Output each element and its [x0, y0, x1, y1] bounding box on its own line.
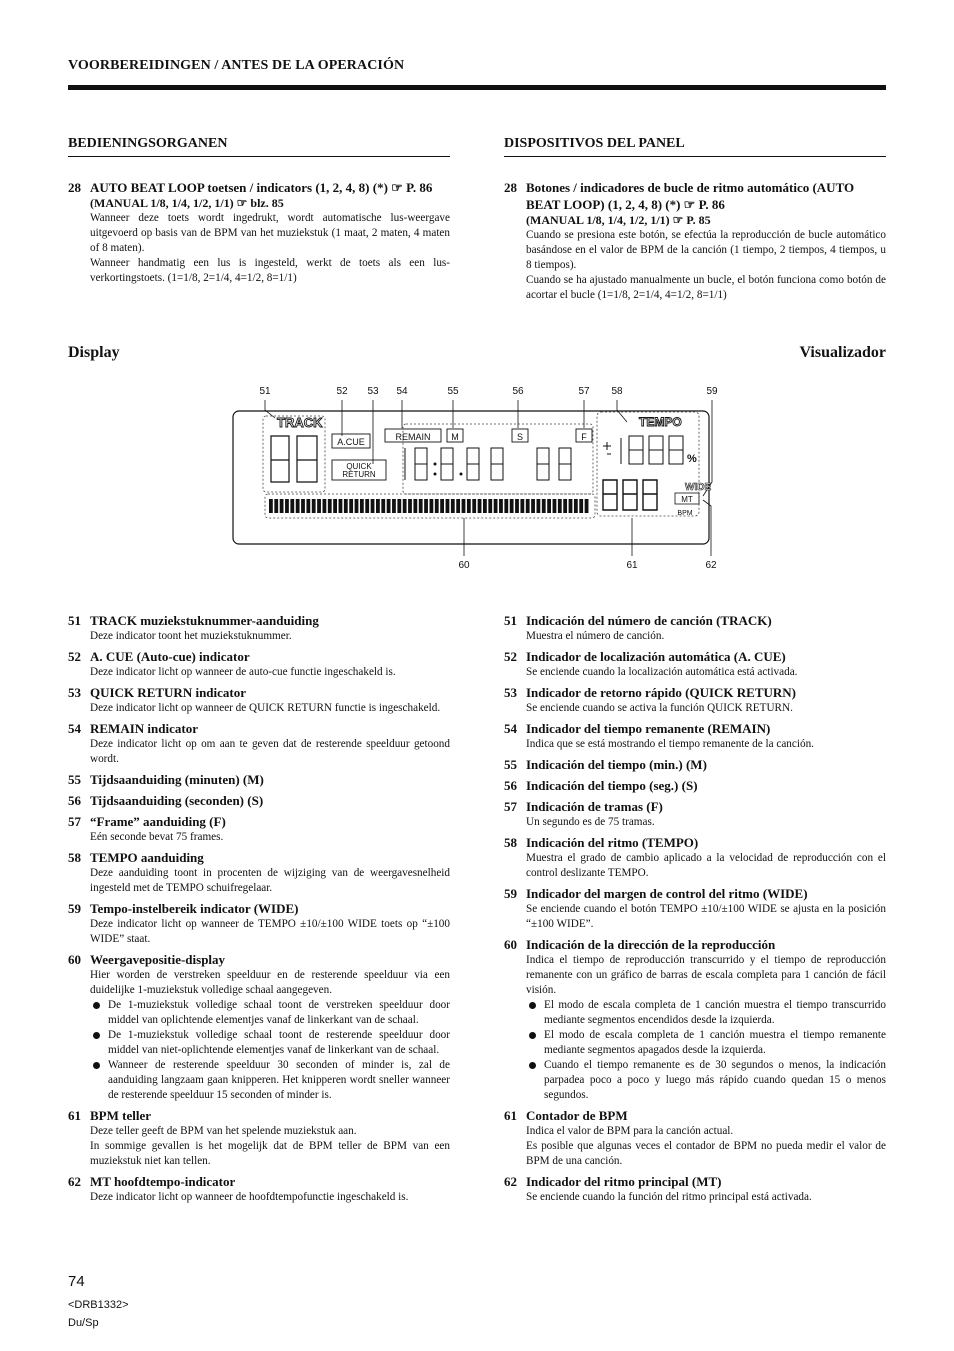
list-item — [68, 951, 450, 1103]
bar-segment — [478, 499, 482, 513]
bar-segment — [537, 499, 541, 513]
bar-segment — [408, 499, 412, 513]
item-title: TRACK muziekstuknummer-aanduiding — [90, 613, 319, 628]
bar-segment — [306, 499, 310, 513]
item-description: Indica que se está mostrando el tiempo remanente de la canción. — [526, 738, 814, 750]
bar-segment — [483, 499, 487, 513]
bar-segment — [274, 499, 278, 513]
list-item — [68, 684, 450, 716]
item-number: 60 — [68, 952, 81, 967]
page-header: VOORBEREIDINGEN / ANTES DE LA OPERACIÓN — [68, 58, 405, 73]
bar-segment — [323, 499, 327, 513]
item-title: Tijdsaanduiding (minuten) (M) — [90, 772, 264, 787]
bar-segment — [290, 499, 294, 513]
item-subtitle: (MANUAL 1/8, 1/4, 1/2, 1/1) ☞ P. 85 — [526, 213, 711, 227]
bar-segment — [440, 499, 444, 513]
item-description: Se enciende cuando se activa la función QUICK RETURN. — [526, 702, 793, 714]
tempo-label: TEMPO — [639, 415, 682, 429]
right-item-list — [504, 612, 886, 1209]
item-number: 53 — [68, 685, 81, 700]
callout-54: 54 — [396, 386, 408, 397]
m-label: M — [451, 432, 459, 442]
item-paragraph: Wanneer handmatig een lus is ingesteld, werkt de toets als een lus-verkortingstoets. (1=1/8, 2=1/4, 4=1/2, 8=1/1) — [90, 257, 450, 284]
bullet-item: Wanneer de resterende speelduur 30 seconden of minder is, zal de aanduiding langzaam gaan knipperen. Het knipperen wordt sneller wanneer de resterende speelduur 15 seconden of minder is. — [90, 1058, 450, 1103]
bar-segment — [285, 499, 289, 513]
callout-59: 59 — [706, 386, 718, 397]
bullet-row — [68, 1058, 450, 1103]
item-heading — [504, 1173, 886, 1190]
visualizador-title: Visualizador — [799, 344, 886, 361]
item-description: Muestra el grado de cambio aplicado a la velocidad de reproducción con el control deslizante TEMPO. — [526, 852, 886, 879]
item-description: Indica el valor de BPM para la canción actual. — [526, 1125, 734, 1137]
item-subtitle: (MANUAL 1/8, 1/4, 1/2, 1/1) ☞ blz. 85 — [90, 196, 284, 210]
bar-segment — [403, 499, 407, 513]
item-heading — [68, 792, 450, 809]
item-number: 59 — [504, 886, 517, 901]
bar-segment — [526, 499, 530, 513]
left-section-rule — [68, 156, 450, 157]
left-item-28 — [68, 179, 450, 286]
item-description: Deze indicator licht op wanneer de TEMPO ±10/±100 WIDE toets op “±100 WIDE” staat. — [90, 918, 450, 945]
item-description: Se enciende cuando el botón TEMPO ±10/±100 WIDE se ajusta en la posición “±100 WIDE”. — [526, 903, 886, 930]
item-number: 59 — [68, 901, 81, 916]
bar-segment — [585, 499, 589, 513]
item-number: 60 — [504, 937, 517, 952]
bar-segment — [349, 499, 353, 513]
bar-segment — [344, 499, 348, 513]
item-number: 54 — [68, 721, 81, 736]
item-description: Deze aanduiding toont in procenten de wijziging van de weergavesnelheid ingesteld met de TEMPO schuifregelaar. — [90, 867, 450, 894]
item-number: 61 — [68, 1108, 81, 1123]
item-number: 28 — [504, 180, 517, 195]
bullet-row — [504, 1058, 886, 1103]
bar-segment — [462, 499, 466, 513]
item-description: Hier worden de verstreken speelduur en de resterende speelduur via een duidelijke 1-muziekstuk volledige schaal aangegeven. — [90, 969, 450, 996]
item-description: Deze indicator licht op wanneer de hoofdtempofunctie ingeschakeld is. — [90, 1191, 409, 1203]
left-section-title: BEDIENINGSORGANEN — [68, 136, 228, 151]
item-description: Deze teller geeft de BPM van het spelende muziekstuk aan. — [90, 1125, 357, 1137]
item-title: Indicación del número de canción (TRACK) — [526, 613, 772, 628]
bar-segment — [381, 499, 385, 513]
bullet-row — [504, 998, 886, 1028]
item-title: BPM teller — [90, 1108, 151, 1123]
item-description: Deze indicator licht op om aan te geven dat de resterende speelduur getoond wordt. — [90, 738, 450, 765]
bar-segment — [510, 499, 514, 513]
item-number: 28 — [68, 180, 81, 195]
item-number: 51 — [68, 613, 81, 628]
bpm-label: BPM — [677, 510, 693, 517]
bullet-row — [68, 1028, 450, 1058]
bar-segment — [269, 499, 273, 513]
item-title: MT hoofdtempo-indicator — [90, 1174, 236, 1189]
item-description: Deze indicator licht op wanneer de auto-cue functie ingeschakeld is. — [90, 666, 396, 678]
bar-segment — [424, 499, 428, 513]
item-title: Indicador de localización automática (A. CUE) — [526, 649, 786, 664]
item-title: Tempo-instelbereik indicator (WIDE) — [90, 901, 299, 916]
item-number: 53 — [504, 685, 517, 700]
bar-segment — [355, 499, 359, 513]
item-heading — [504, 936, 886, 953]
bar-segment — [280, 499, 284, 513]
item-number: 55 — [504, 757, 517, 772]
bar-segment — [515, 499, 519, 513]
wide-label: WIDE — [685, 482, 712, 493]
item-title: “Frame” aanduiding (F) — [90, 814, 226, 829]
item-number: 54 — [504, 721, 517, 736]
list-item — [504, 936, 886, 1103]
bar-segment — [531, 499, 535, 513]
item-title: Indicación de la dirección de la reproducción — [526, 937, 776, 952]
list-item — [504, 756, 886, 773]
bar-segment — [296, 499, 300, 513]
item-heading — [504, 885, 886, 902]
bar-segment — [435, 499, 439, 513]
callout-51: 51 — [259, 386, 271, 397]
bar-segment — [569, 499, 573, 513]
item-title: Indicador del ritmo principal (MT) — [526, 1174, 722, 1189]
item-number: 57 — [504, 799, 517, 814]
item-heading — [68, 849, 450, 866]
item-number: 52 — [68, 649, 81, 664]
item-heading — [504, 777, 886, 794]
bar-segment — [499, 499, 503, 513]
list-item — [504, 885, 886, 932]
bullet-item: Cuando el tiempo remanente es de 30 segundos o menos, la indicación parpadea poco a poco y luego más rápido cuando quedan 15 o menos segundos. — [526, 1058, 886, 1103]
bar-segment — [387, 499, 391, 513]
bar-segment — [360, 499, 364, 513]
item-number: 58 — [504, 835, 517, 850]
item-heading — [68, 612, 450, 629]
item-number: 52 — [504, 649, 517, 664]
item-title: Indicación del tiempo (min.) (M) — [526, 757, 707, 772]
list-item — [68, 771, 450, 788]
language-code: Du/Sp — [68, 1317, 99, 1329]
item-title: Contador de BPM — [526, 1108, 628, 1123]
item-title: AUTO BEAT LOOP toetsen / indicators (1, 2, 4, 8) (*) ☞ P. 86 — [90, 180, 433, 195]
item-description: Es posible que algunas veces el contador de BPM no pueda medir el valor de BPM de una canción. — [526, 1140, 886, 1167]
list-item — [68, 720, 450, 767]
track-label: TRACK — [277, 415, 323, 430]
item-heading — [68, 720, 450, 737]
display-diagram — [225, 378, 725, 574]
item-title: Botones / indicadores de bucle de ritmo automático (AUTO BEAT LOOP) (1, 2, 4, 8) (*) ☞ P. 86 — [526, 180, 855, 212]
list-item — [68, 1107, 450, 1169]
bar-segment — [312, 499, 316, 513]
item-description: Muestra el número de canción. — [526, 630, 665, 642]
bar-segment — [446, 499, 450, 513]
percent-label: % — [687, 453, 697, 465]
item-number: 62 — [504, 1174, 517, 1189]
list-item — [68, 900, 450, 947]
callout-52: 52 — [336, 386, 348, 397]
callout-62: 62 — [705, 560, 717, 571]
remain-label: REMAIN — [395, 432, 431, 442]
callout-61: 61 — [626, 560, 638, 571]
bar-segment — [563, 499, 567, 513]
list-item — [504, 1173, 886, 1205]
doc-code: <DRB1332> — [68, 1299, 129, 1311]
item-number: 62 — [68, 1174, 81, 1189]
list-item — [68, 1173, 450, 1205]
item-heading — [504, 1107, 886, 1124]
bar-segment — [472, 499, 476, 513]
bullet-item: El modo de escala completa de 1 canción muestra el tiempo transcurrido mediante segmentos encendidos desde la izquierda. — [526, 998, 886, 1028]
list-item — [504, 648, 886, 680]
list-item — [68, 612, 450, 644]
item-heading — [504, 798, 886, 815]
item-title: Indicación del tiempo (seg.) (S) — [526, 778, 698, 793]
f-label: F — [581, 432, 587, 442]
item-heading — [504, 684, 886, 701]
item-number: 55 — [68, 772, 81, 787]
item-heading — [504, 648, 886, 665]
item-number: 61 — [504, 1108, 517, 1123]
item-heading — [68, 684, 450, 701]
callout-58: 58 — [611, 386, 623, 397]
list-item — [504, 834, 886, 881]
list-item — [68, 813, 450, 845]
display-title: Display — [68, 344, 120, 361]
callout-55: 55 — [447, 386, 459, 397]
item-heading — [68, 771, 450, 788]
list-item — [68, 792, 450, 809]
bar-segment — [371, 499, 375, 513]
bar-segment — [553, 499, 557, 513]
bar-segment — [397, 499, 401, 513]
item-description: Un segundo es de 75 tramas. — [526, 816, 655, 828]
list-item — [504, 777, 886, 794]
item-paragraph: Cuando se ha ajustado manualmente un bucle, el botón funciona como botón de acortar el bucle (1=1/8, 2=1/4, 4=1/2, 8=1/1) — [526, 274, 886, 301]
callout-57: 57 — [578, 386, 590, 397]
item-description: Se enciende cuando la función del ritmo principal está activada. — [526, 1191, 812, 1203]
item-heading — [504, 756, 886, 773]
bar-segment — [467, 499, 471, 513]
bar-segment — [365, 499, 369, 513]
bar-segment — [301, 499, 305, 513]
item-title: Indicador del margen de control del ritmo (WIDE) — [526, 886, 808, 901]
item-heading — [504, 834, 886, 851]
list-item — [504, 720, 886, 752]
item-description: Se enciende cuando la localización automática está activada. — [526, 666, 798, 678]
item-description: Deze indicator licht op wanneer de QUICK RETURN functie is ingeschakeld. — [90, 702, 441, 714]
mt-label: MT — [681, 495, 693, 504]
list-item — [504, 684, 886, 716]
bullet-item: El modo de escala completa de 1 canción muestra el tiempo remanente mediante segmentos apagados desde la izquierda. — [526, 1028, 886, 1058]
bar-segment — [413, 499, 417, 513]
bullet-row — [68, 998, 450, 1028]
bullet-row — [504, 1028, 886, 1058]
item-heading — [68, 813, 450, 830]
item-title: TEMPO aanduiding — [90, 850, 204, 865]
list-item — [68, 648, 450, 680]
item-number: 56 — [504, 778, 517, 793]
bar-segment — [574, 499, 578, 513]
item-title: Indicador del tiempo remanente (REMAIN) — [526, 721, 771, 736]
bar-segment — [376, 499, 380, 513]
item-description: Eén seconde bevat 75 frames. — [90, 831, 224, 843]
list-item — [504, 798, 886, 830]
left-item-list — [68, 612, 450, 1209]
bar-segment — [339, 499, 343, 513]
item-title: Weergavepositie-display — [90, 952, 226, 967]
item-number: 57 — [68, 814, 81, 829]
bar-segment — [317, 499, 321, 513]
bar-segment — [488, 499, 492, 513]
bar-segment — [430, 499, 434, 513]
page-number: 74 — [68, 1273, 85, 1290]
item-description: Deze indicator toont het muziekstuknummer. — [90, 630, 292, 642]
return-label: RETURN — [342, 470, 376, 479]
item-description: In sommige gevallen is het mogelijk dat de BPM teller de BPM van een muziekstuk niet kan tellen. — [90, 1140, 450, 1167]
bar-segment — [456, 499, 460, 513]
list-item — [504, 612, 886, 644]
item-number: 58 — [68, 850, 81, 865]
bar-segment — [542, 499, 546, 513]
item-title: Indicación de tramas (F) — [526, 799, 663, 814]
item-number: 51 — [504, 613, 517, 628]
bullet-item: De 1-muziekstuk volledige schaal toont de verstreken speelduur door middel van oplichtende elementjes vanaf de linkerkant van de schaal. — [90, 998, 450, 1028]
right-section-title: DISPOSITIVOS DEL PANEL — [504, 136, 685, 151]
bar-segment — [392, 499, 396, 513]
item-heading — [68, 1173, 450, 1190]
list-item — [68, 849, 450, 896]
bar-segment — [328, 499, 332, 513]
header-rule — [68, 85, 886, 90]
right-item-28 — [504, 179, 886, 303]
item-heading — [68, 648, 450, 665]
item-title: A. CUE (Auto-cue) indicator — [90, 649, 250, 664]
item-heading — [68, 900, 450, 917]
callout-56: 56 — [512, 386, 524, 397]
item-heading — [68, 951, 450, 968]
bar-segment — [451, 499, 455, 513]
list-item — [504, 1107, 886, 1169]
acue-label: A.CUE — [337, 437, 365, 447]
item-paragraph: Wanneer deze toets wordt ingedrukt, wordt automatische lus-weergave uitgevoerd op basis van de BPM van het muziekstuk (1 maat, 2 maten, 4 maten of 8 maten). — [90, 212, 450, 254]
item-title: Indicación del ritmo (TEMPO) — [526, 835, 699, 850]
bar-segment — [419, 499, 423, 513]
item-paragraph: Cuando se presiona este botón, se efectúa la reproducción de bucle automático basándose en el valor de BPM de la canción (1 tiempo, 2 tiempos, 4 tiempos, u 8 tiempos). — [526, 229, 886, 271]
playback-position-bar — [269, 499, 588, 513]
quick-label: QUICK — [346, 462, 372, 471]
item-heading — [504, 612, 886, 629]
item-number: 56 — [68, 793, 81, 808]
item-heading — [68, 1107, 450, 1124]
bar-segment — [579, 499, 583, 513]
item-title: Tijdsaanduiding (seconden) (S) — [90, 793, 264, 808]
item-title: QUICK RETURN indicator — [90, 685, 247, 700]
bar-segment — [558, 499, 562, 513]
bar-segment — [547, 499, 551, 513]
bar-segment — [494, 499, 498, 513]
item-heading — [504, 720, 886, 737]
bar-segment — [333, 499, 337, 513]
bullet-item: De 1-muziekstuk volledige schaal toont de resterende speelduur door middel van niet-oplichtende elementjes vanaf de linkerkant van de schaal. — [90, 1028, 450, 1058]
s-label: S — [516, 432, 524, 442]
bar-segment — [504, 499, 508, 513]
item-title: REMAIN indicator — [90, 721, 198, 736]
right-section-rule — [504, 156, 886, 157]
callout-53: 53 — [367, 386, 379, 397]
item-description: Indica el tiempo de reproducción transcurrido y el tiempo de reproducción remanente con un gráfico de barras de escala completa para 1 canción de fácil visión. — [526, 954, 886, 996]
item-title: Indicador de retorno rápido (QUICK RETURN) — [526, 685, 797, 700]
bar-segment — [520, 499, 524, 513]
callout-60: 60 — [458, 560, 470, 571]
